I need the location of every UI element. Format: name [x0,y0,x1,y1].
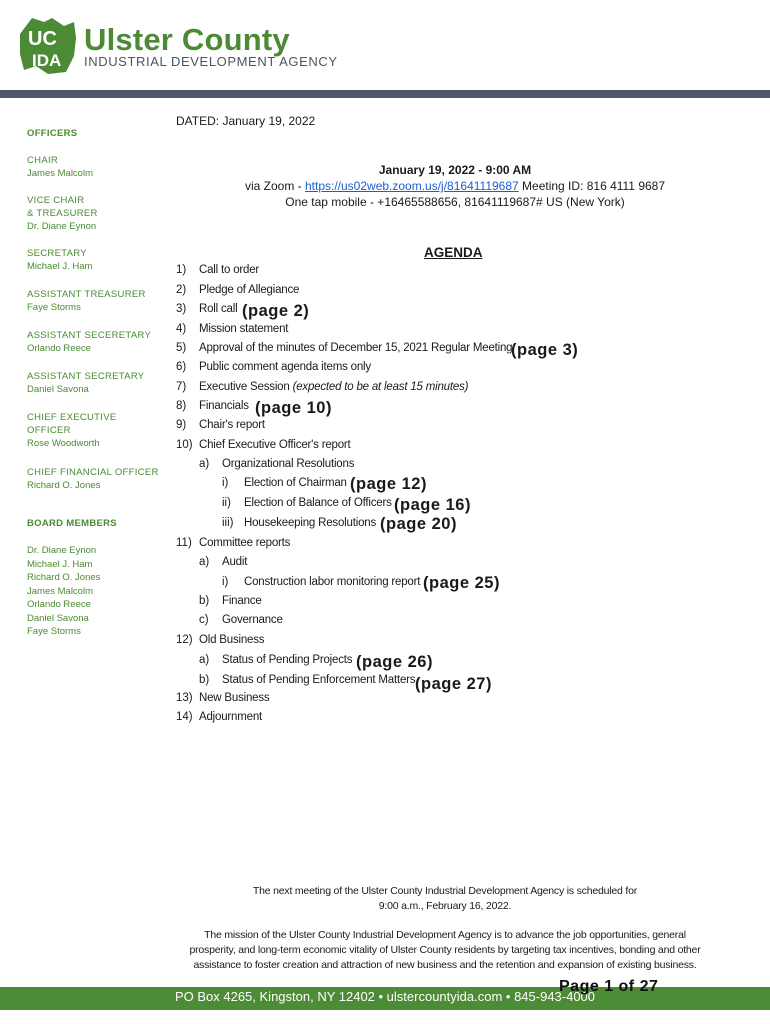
officer-title: VICE CHAIR [27,195,85,206]
officer-title: ASSISTANT TREASURER [27,289,146,300]
agenda-item: Call to order [199,264,260,276]
agenda-subnumber: b) [199,595,210,607]
officer-title: CHIEF FINANCIAL OFFICER [27,467,159,478]
officer-assistant-treasurer [27,288,162,314]
board-member: Michael J. Ham [27,558,93,570]
header-divider-bar [0,90,770,98]
officer-title-2: & TREASURER [27,208,98,219]
agenda-item: Public comment agenda items only [199,361,371,373]
agenda-number: 9) [176,419,187,431]
org-name: Ulster County [84,22,290,57]
officer-title: CHIEF EXECUTIVE OFFICER [27,412,117,436]
officer-title: ASSISTANT SECERETARY [27,330,152,341]
officers-heading: OFFICERS [27,128,78,139]
agenda-item: Roll call [199,303,238,315]
page-reference: (page 2) [242,302,310,320]
agenda-number: 10) [176,439,193,451]
officer-assistant-secretary [27,370,162,396]
mission-line: assistance to foster creation and attraction of new business and the retention and expansion of existing business. [193,959,697,971]
meeting-phone: One tap mobile - +16465588656, 81641119687# US (New York) [285,195,625,209]
meeting-zoom-line [160,178,750,194]
board-members-heading: BOARD MEMBERS [27,518,117,529]
officer-name: James Malcolm [27,168,93,179]
board-members-list [27,544,162,639]
agenda-item: Mission statement [199,323,289,335]
agenda-item: Committee reports [199,537,291,549]
agenda-subnumber: a) [199,458,210,470]
agenda-number: 8) [176,400,187,412]
board-member: Orlando Reece [27,599,91,610]
mission-line: prosperity, and long-term economic vitality of Ulster County residents by targeting tax incentives, bonding and other [189,944,701,956]
board-member: James Malcolm [27,585,93,597]
meeting-datetime: January 19, 2022 - 9:00 AM [378,163,532,177]
page-reference: (page 26) [356,653,433,671]
officer-cfo [27,466,162,492]
agenda-subsubnumber: iii) [222,517,234,529]
agenda-item: New Business [199,692,270,704]
zoom-prefix: via Zoom - [244,179,305,193]
page-number: Page 1 of 27 [559,978,659,995]
page-reference: (page 27) [415,675,492,693]
agenda-item-note: (expected to be at least 15 minutes) [292,381,469,393]
agenda-item: Pledge of Allegiance [199,284,300,296]
agenda-item: Adjournment [199,711,263,723]
officer-name: Michael J. Ham [27,261,93,272]
officer-name: Daniel Savona [27,384,89,395]
page-reference: (page 20) [380,515,457,533]
agenda-item: Old Business [199,634,265,646]
dated-line: DATED: January 19, 2022 [176,114,316,128]
agenda-number: 1) [176,264,187,276]
officer-name: Richard O. Jones [27,480,101,491]
officer-title: ASSISTANT SECRETARY [27,371,145,382]
page-reference: (page 25) [423,574,500,592]
agenda-subitem: Audit [222,556,248,568]
page-reference: (page 12) [350,475,427,493]
next-meeting-line: 9:00 a.m., February 16, 2022. [378,900,512,912]
agenda-number: 14) [176,711,193,723]
ulster-county-map-logo-icon [18,16,78,76]
agenda-subitem: Status of Pending Enforcement Matters [222,674,416,686]
officer-assistant-seceretary [27,329,162,355]
agenda-number: 3) [176,303,187,315]
agenda-subsubitem: Construction labor monitoring report [244,576,421,588]
agenda-number: 6) [176,361,187,373]
meeting-id: Meeting ID: 816 4111 9687 [518,179,666,193]
agenda-number: 12) [176,634,193,646]
agenda-item: Chief Executive Officer's report [199,439,351,451]
officer-name: Orlando Reece [27,343,91,354]
agenda-subitem: Status of Pending Projects [222,654,353,666]
mission-line: The mission of the Ulster County Industrial Development Agency is to advance the job opportunities, general [204,929,686,941]
agenda-subnumber: a) [199,654,210,666]
agenda-number: 11) [176,537,192,549]
page-reference: (page 10) [255,399,332,417]
mission-statement [150,928,740,973]
agenda-number: 5) [176,342,187,354]
board-member: Richard O. Jones [27,572,101,583]
board-member: Faye Storms [27,626,81,637]
agenda-item: Approval of the minutes of December 15, 2021 Regular Meeting [199,342,513,354]
page-reference: (page 16) [394,496,471,514]
board-member: Daniel Savona [27,612,89,624]
agenda-number: 4) [176,323,187,335]
officer-title: SECRETARY [27,248,87,259]
meeting-info [160,162,750,210]
agenda-item: Financials [199,400,249,412]
agenda-subitem: Organizational Resolutions [222,458,355,470]
agenda-subsubnumber: ii) [222,497,231,509]
next-meeting-note [160,884,730,914]
agenda-item [199,381,468,393]
agenda-subnumber: a) [199,556,210,568]
officer-title: CHAIR [27,155,59,166]
agenda-subsubitem: Election of Chairman [244,477,347,489]
agenda-subitem: Governance [222,614,283,626]
agenda-subitem: Finance [222,595,262,607]
org-subtitle: INDUSTRIAL DEVELOPMENT AGENCY [84,54,338,69]
agenda-number: 7) [176,381,187,393]
officer-name: Rose Woodworth [27,438,100,449]
officers-sidebar [27,128,162,639]
officer-secretary [27,247,162,273]
officer-ceo [27,411,162,450]
agenda-item-text: Executive Session [199,381,290,393]
agenda-subnumber: c) [199,614,209,626]
agenda-subsubitem: Election of Balance of Officers [244,497,392,509]
agenda-item: Chair's report [199,419,265,431]
svg-text:UC: UC [28,28,57,50]
agenda-number: 13) [176,692,193,704]
agenda-subsubitem: Housekeeping Resolutions [244,517,377,529]
svg-text:IDA: IDA [32,51,62,70]
agenda-subsubnumber: i) [222,576,229,588]
officer-chair [27,154,162,180]
officer-vice-chair [27,194,162,233]
page-reference: (page 3) [511,341,579,359]
officer-name: Faye Storms [27,302,81,313]
agenda-number: 2) [176,284,187,296]
agenda-heading: AGENDA [424,245,483,260]
footer-contact: PO Box 4265, Kingston, NY 12402 • ulstercountyida.com • 845-943-4000 [174,989,596,1004]
agenda-subsubnumber: i) [222,477,229,489]
next-meeting-line: The next meeting of the Ulster County Industrial Development Agency is scheduled for [252,885,638,897]
board-member: Dr. Diane Eynon [27,545,97,556]
agenda-subnumber: b) [199,674,210,686]
officer-name: Dr. Diane Eynon [27,221,97,232]
zoom-link[interactable]: https://us02web.zoom.us/j/81641119687 [304,179,519,193]
